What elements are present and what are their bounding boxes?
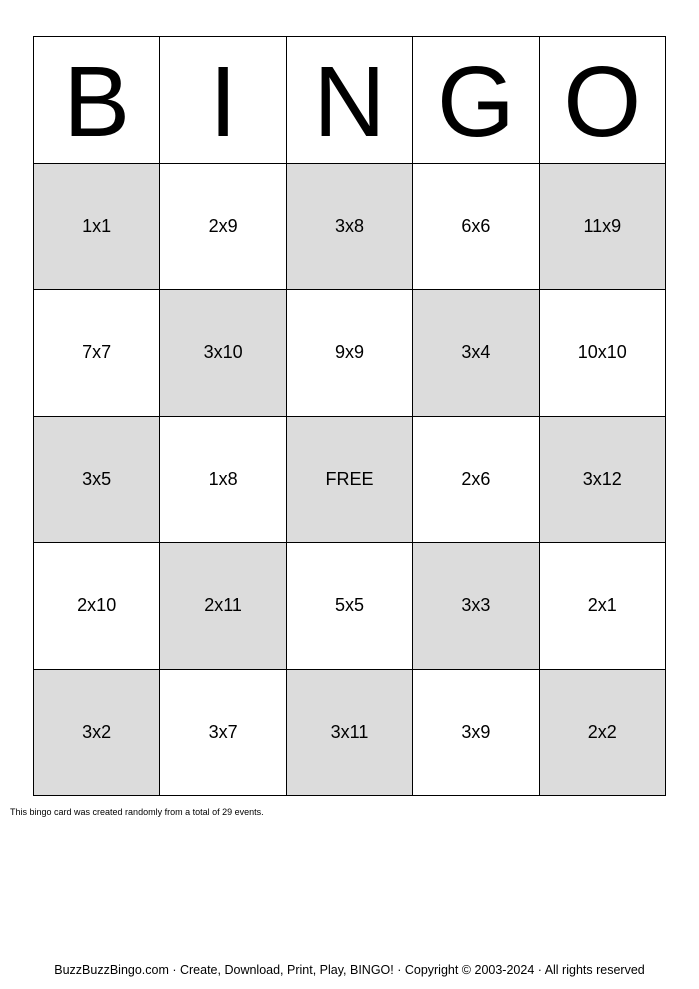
bingo-cell: 5x5 <box>287 543 413 670</box>
bingo-cell: 1x8 <box>160 417 286 544</box>
free-space-cell: FREE <box>287 417 413 544</box>
bingo-cell: 3x11 <box>287 670 413 797</box>
header-letter-g: G <box>413 37 539 164</box>
bingo-cell: 3x12 <box>540 417 666 544</box>
bingo-cell: 3x2 <box>34 670 160 797</box>
bingo-cell: 2x1 <box>540 543 666 670</box>
bingo-cell: 3x5 <box>34 417 160 544</box>
bingo-cell: 3x10 <box>160 290 286 417</box>
bingo-cell: 3x7 <box>160 670 286 797</box>
bingo-cell: 9x9 <box>287 290 413 417</box>
bingo-card <box>33 36 666 796</box>
bingo-cell: 6x6 <box>413 164 539 291</box>
header-letter-o: O <box>540 37 666 164</box>
bingo-cell: 2x6 <box>413 417 539 544</box>
bingo-cell: 3x8 <box>287 164 413 291</box>
bingo-cell: 11x9 <box>540 164 666 291</box>
bingo-cell: 2x11 <box>160 543 286 670</box>
header-letter-b: B <box>34 37 160 164</box>
header-letter-n: N <box>287 37 413 164</box>
bingo-cell: 7x7 <box>34 290 160 417</box>
header-letter-i: I <box>160 37 286 164</box>
footer-credits: BuzzBuzzBingo.com · Create, Download, Print, Play, BINGO! · Copyright © 2003-2024 · All rights reserved <box>54 963 645 977</box>
bingo-cell: 1x1 <box>34 164 160 291</box>
bingo-cell: 2x2 <box>540 670 666 797</box>
bingo-cell: 3x9 <box>413 670 539 797</box>
bingo-cell: 2x10 <box>34 543 160 670</box>
bingo-cell: 3x3 <box>413 543 539 670</box>
generation-note: This bingo card was created randomly from a total of 29 events. <box>10 807 264 817</box>
bingo-cell: 3x4 <box>413 290 539 417</box>
bingo-cell: 2x9 <box>160 164 286 291</box>
bingo-cell: 10x10 <box>540 290 666 417</box>
